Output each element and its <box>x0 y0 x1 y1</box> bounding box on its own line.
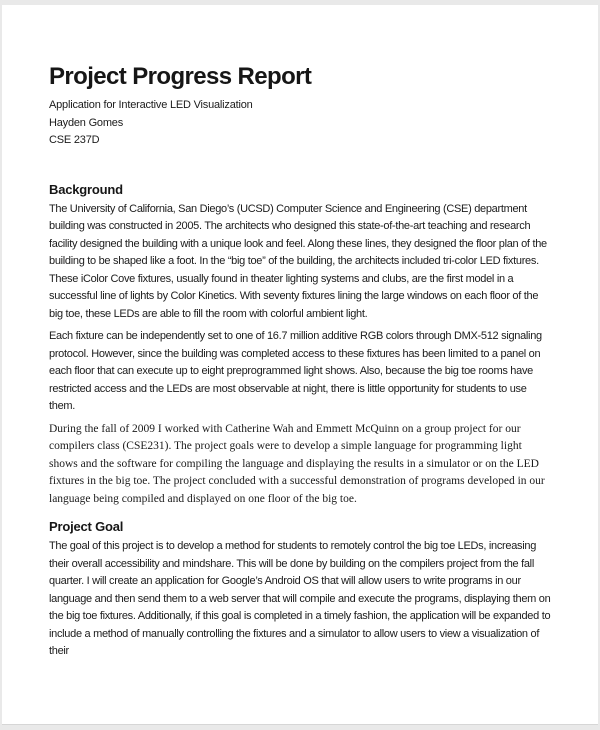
background-paragraph-1: The University of California, San Diego’s (UCSD) Computer Science and Engineering (CSE) department building was constructed in 2005. The architects who designed this state-of-the-art teaching and research facility designed the building with a unique look and feel. Along these lines, they designed the floor plan of the building to be shaped like a foot. In the “big toe” of the building, the architects included tri-color LED fixtures. These iColor Cove fixtures, usually found in theater lighting systems and clubs, are the first model in a successful line of lights by Color Kinetics. With seventy fixtures lining the large windows on each floor of the big toe, these LEDs are able to fill the room with colorful ambient light. <box>49 202 547 320</box>
document-page <box>2 5 598 725</box>
page-title: Project Progress Report <box>49 63 312 90</box>
document-subtitle: Application for Interactive LED Visualization <box>49 99 253 111</box>
background-paragraph-2: Each fixture can be independently set to one of 16.7 million additive RGB colors through DMX-512 signaling protocol. However, since the building was completed access to these fixtures has been limited to a panel on each floor that can execute up to eight preprogrammed light shows. Also, because the big toe rooms have restricted access and the LEDs are most observable at night, there is little opportunity for students to use them. <box>49 330 542 412</box>
title-block <box>49 97 551 150</box>
background-paragraph-3: During the fall of 2009 I worked with Catherine Wah and Emmett McQuinn on a group project for our compilers class (CSE231). The project goals were to develop a simple language for programming light shows and the software for compiling the language and displaying the results in a simulator or on the LED fixtures in the big toe. The project concluded with a successful demonstration of programs developed in our language being compiled and displayed on one floor of the big toe. <box>49 422 545 505</box>
course-code: CSE 237D <box>49 134 100 146</box>
section-heading-project-goal: Project Goal <box>49 519 124 534</box>
document-content <box>2 63 598 661</box>
author-name: Hayden Gomes <box>49 116 124 129</box>
section-heading-background: Background <box>49 181 123 197</box>
project-goal-paragraph-1: The goal of this project is to develop a method for students to remotely control the big toe LEDs, increasing their overall accessibility and mindshare. This will be done by building on the compilers project from the fall quarter. I will create an application for Google’s Android OS that will allow users to write programs in our language and then send them to a web server that will compile and execute the programs, displaying them on the big toe fixtures. Additionally, if this goal is completed in a timely fashion, the application will be expanded to include a method of manually controlling the fixtures and a simulator to allow users to view a visualization of their <box>49 540 551 657</box>
